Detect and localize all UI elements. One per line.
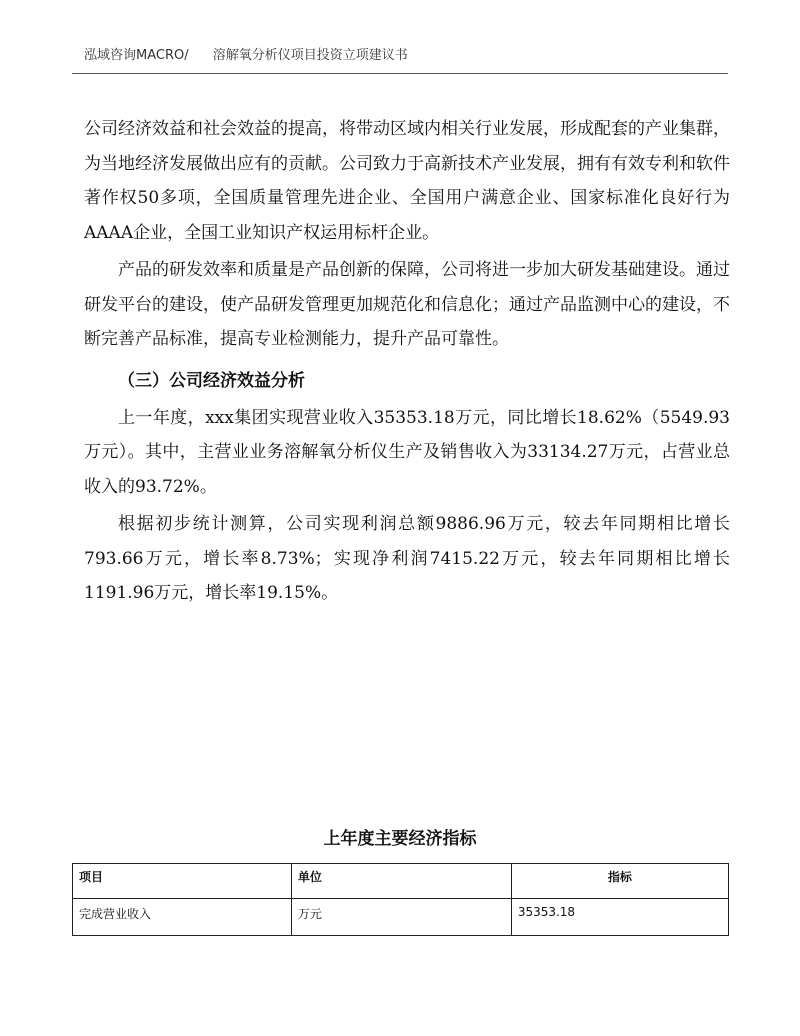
body-paragraph: 根据初步统计测算，公司实现利润总额9886.96万元，较去年同期相比增长793.66万元，增长率8.73%；实现净利润7415.22万元，较去年同期相比增长1191.96万元，增长率19.15%。 [84, 514, 730, 603]
economic-indicators-table [72, 863, 729, 936]
body-paragraph: 产品的研发效率和质量是产品创新的保障，公司将进一步加大研发基础建设。通过研发平台的建设，使产品研发管理更加规范化和信息化；通过产品监测中心的建设，不断完善产品标准，提高专业检测能力，提升产品可靠性。 [84, 260, 730, 349]
header-source: 泓域咨询MACRO/ [84, 48, 189, 63]
header-document-title: 溶解氧分析仪项目投资立项建议书 [212, 48, 408, 63]
header-divider [72, 73, 728, 74]
page-header [84, 44, 730, 63]
table-row [73, 899, 729, 936]
body-paragraph: 上一年度，xxx集团实现营业收入35353.18万元，同比增长18.62%（5549.93万元）。其中，主营业业务溶解氧分析仪生产及销售收入为33134.27万元，占营业总收入的93.72%。 [84, 407, 730, 497]
column-header: 单位 [291, 864, 511, 899]
table-header-row [73, 864, 729, 899]
body-paragraph: 公司经济效益和社会效益的提高，将带动区域内相关行业发展，形成配套的产业集群，为当地经济发展做出应有的贡献。公司致力于高新技术产业发展，拥有有效专利和软件著作权50多项，全国质量管理先进企业、全国用户满意企业、国家标准化良好行为AAAA企业，全国工业知识产权运用标杆企业。 [84, 119, 730, 243]
section-heading: （三）公司经济效益分析 [118, 370, 305, 391]
table-title: 上年度主要经济指标 [323, 829, 477, 849]
table-cell: 万元 [291, 899, 511, 936]
table-cell: 35353.18 [511, 899, 728, 936]
table-cell: 完成营业收入 [73, 899, 292, 936]
column-header: 指标 [511, 864, 728, 899]
document-body [84, 112, 730, 611]
column-header: 项目 [73, 864, 292, 899]
